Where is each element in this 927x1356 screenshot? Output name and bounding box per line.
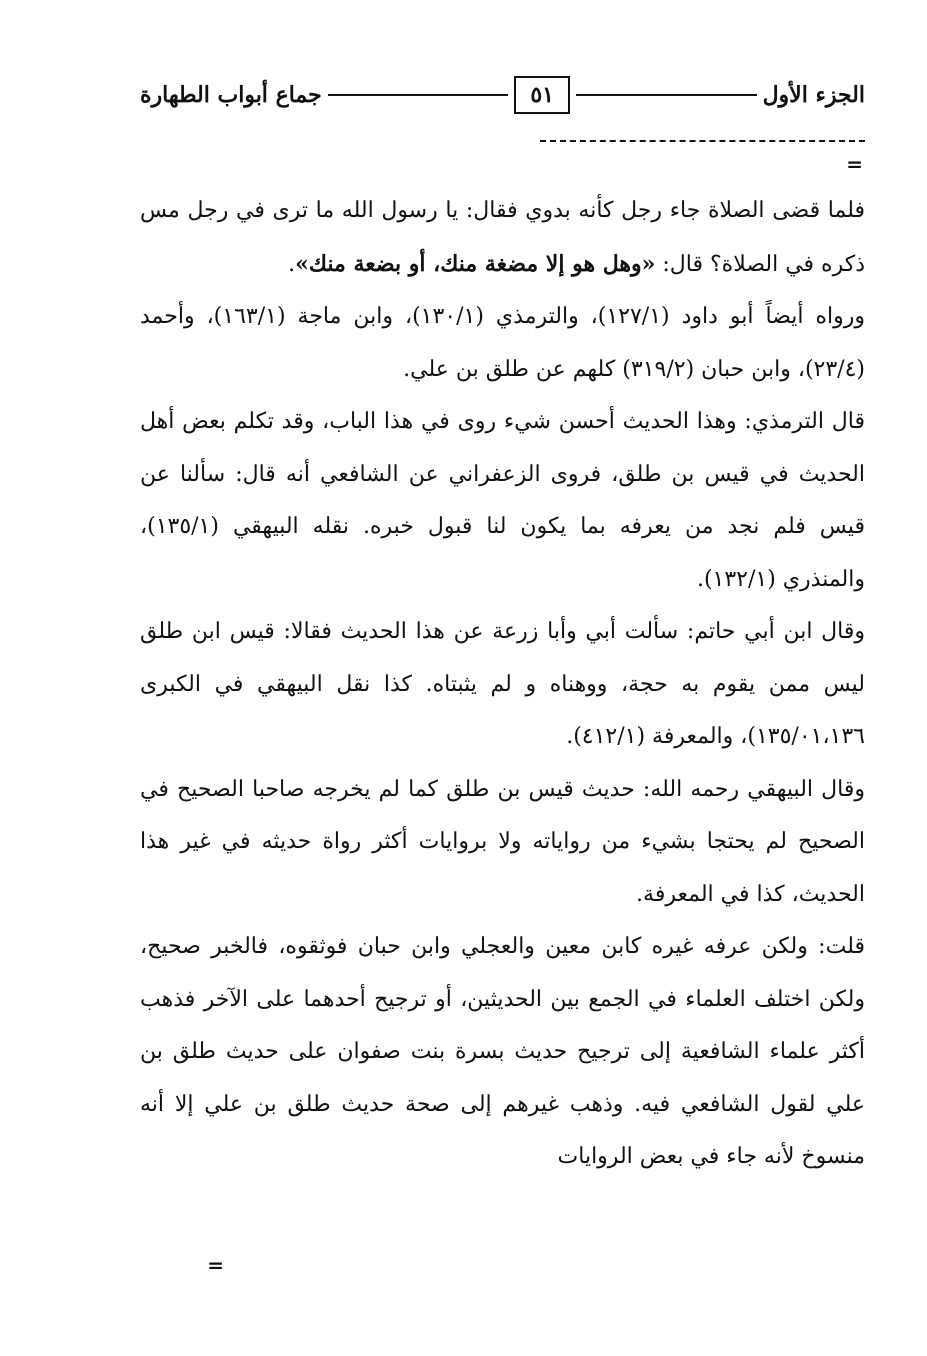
continuation-mark-bottom: = xyxy=(207,1253,224,1277)
paragraph-2: ورواه أيضاً أبو داود (١٢٧/١)، والترمذي (١٣٠/١)، وابن ماجة (١٦٣/١)، وأحمد (٢٣/٤)، وابن حبان (٣١٩/٢) كلهم عن طلق بن علي. xyxy=(140,304,866,382)
page xyxy=(139,60,866,1169)
paragraph-4: وقال ابن أبي حاتم: سألت أبي وأبا زرعة عن هذا الحديث فقالا: قيس ابن طلق ليس ممن يقوم به حجة، ووهناه و لم يثبتاه. كذا نقل البيهقي في الكبرى ١٣٥/٠١،١٣٦)، والمعرفة (٤١٢/١). xyxy=(140,619,865,749)
header-dashed-rule xyxy=(540,140,865,142)
paragraph-1-text: فلما قضى الصلاة جاء رجل كأنه بدوي فقال: يا رسول الله ما ترى في رجل مس ذكره في الصلاة؟ قال: xyxy=(140,198,865,277)
continuation-mark-top: = xyxy=(846,152,863,176)
chapter-title: جماع أبواب الطهارة xyxy=(139,82,322,108)
paragraph-3: قال الترمذي: وهذا الحديث أحسن شيء روى في هذا الباب، وقد تكلم بعض أهل الحديث في قيس بن طلق، فروى الزعفراني عن الشافعي أنه قال: سألنا عن قيس فلم نجد من يعرفه بما يكون لنا قبول خبره. نقله البيهقي (١٣٥/١)، والمنذري (١٣٢/١). xyxy=(140,409,865,592)
page-number: ٥١ xyxy=(514,76,570,114)
running-header xyxy=(140,60,865,130)
header-rule-left xyxy=(328,94,509,96)
hadith-quote: «وهل هو إلا مضغة منك، أو بضعة منك» xyxy=(295,250,656,277)
paragraph-6: قلت: ولكن عرفه غيره كابن معين والعجلي وابن حبان فوثقوه، فالخبر صحيح، ولكن اختلف العلماء في الجمع بين الحديثين، أو ترجيح أحدهما على الآخر فذهب أكثر علماء الشافعية إلى ترجيح حديث بسرة بنت صفوان على حديث طلق بن علي لقول الشافعي فيه. وذهب غيرهم إلى صحة حديث طلق بن علي إلا أنه منسوخ لأنه جاء في بعض الروايات xyxy=(140,934,865,1169)
header-rule-right xyxy=(576,94,757,96)
page-body xyxy=(140,185,865,1184)
paragraph-1-end: . xyxy=(288,251,296,277)
paragraph-1 xyxy=(140,185,865,291)
part-label: الجزء الأول xyxy=(762,82,865,108)
paragraph-5: وقال البيهقي رحمه الله: حديث قيس بن طلق كما لم يخرجه صاحبا الصحيح في الصحيح لم يحتجا بشيء من رواياته ولا بروايات أكثر رواة حديثه في غير هذا الحديث، كذا في المعرفة. xyxy=(140,776,865,907)
